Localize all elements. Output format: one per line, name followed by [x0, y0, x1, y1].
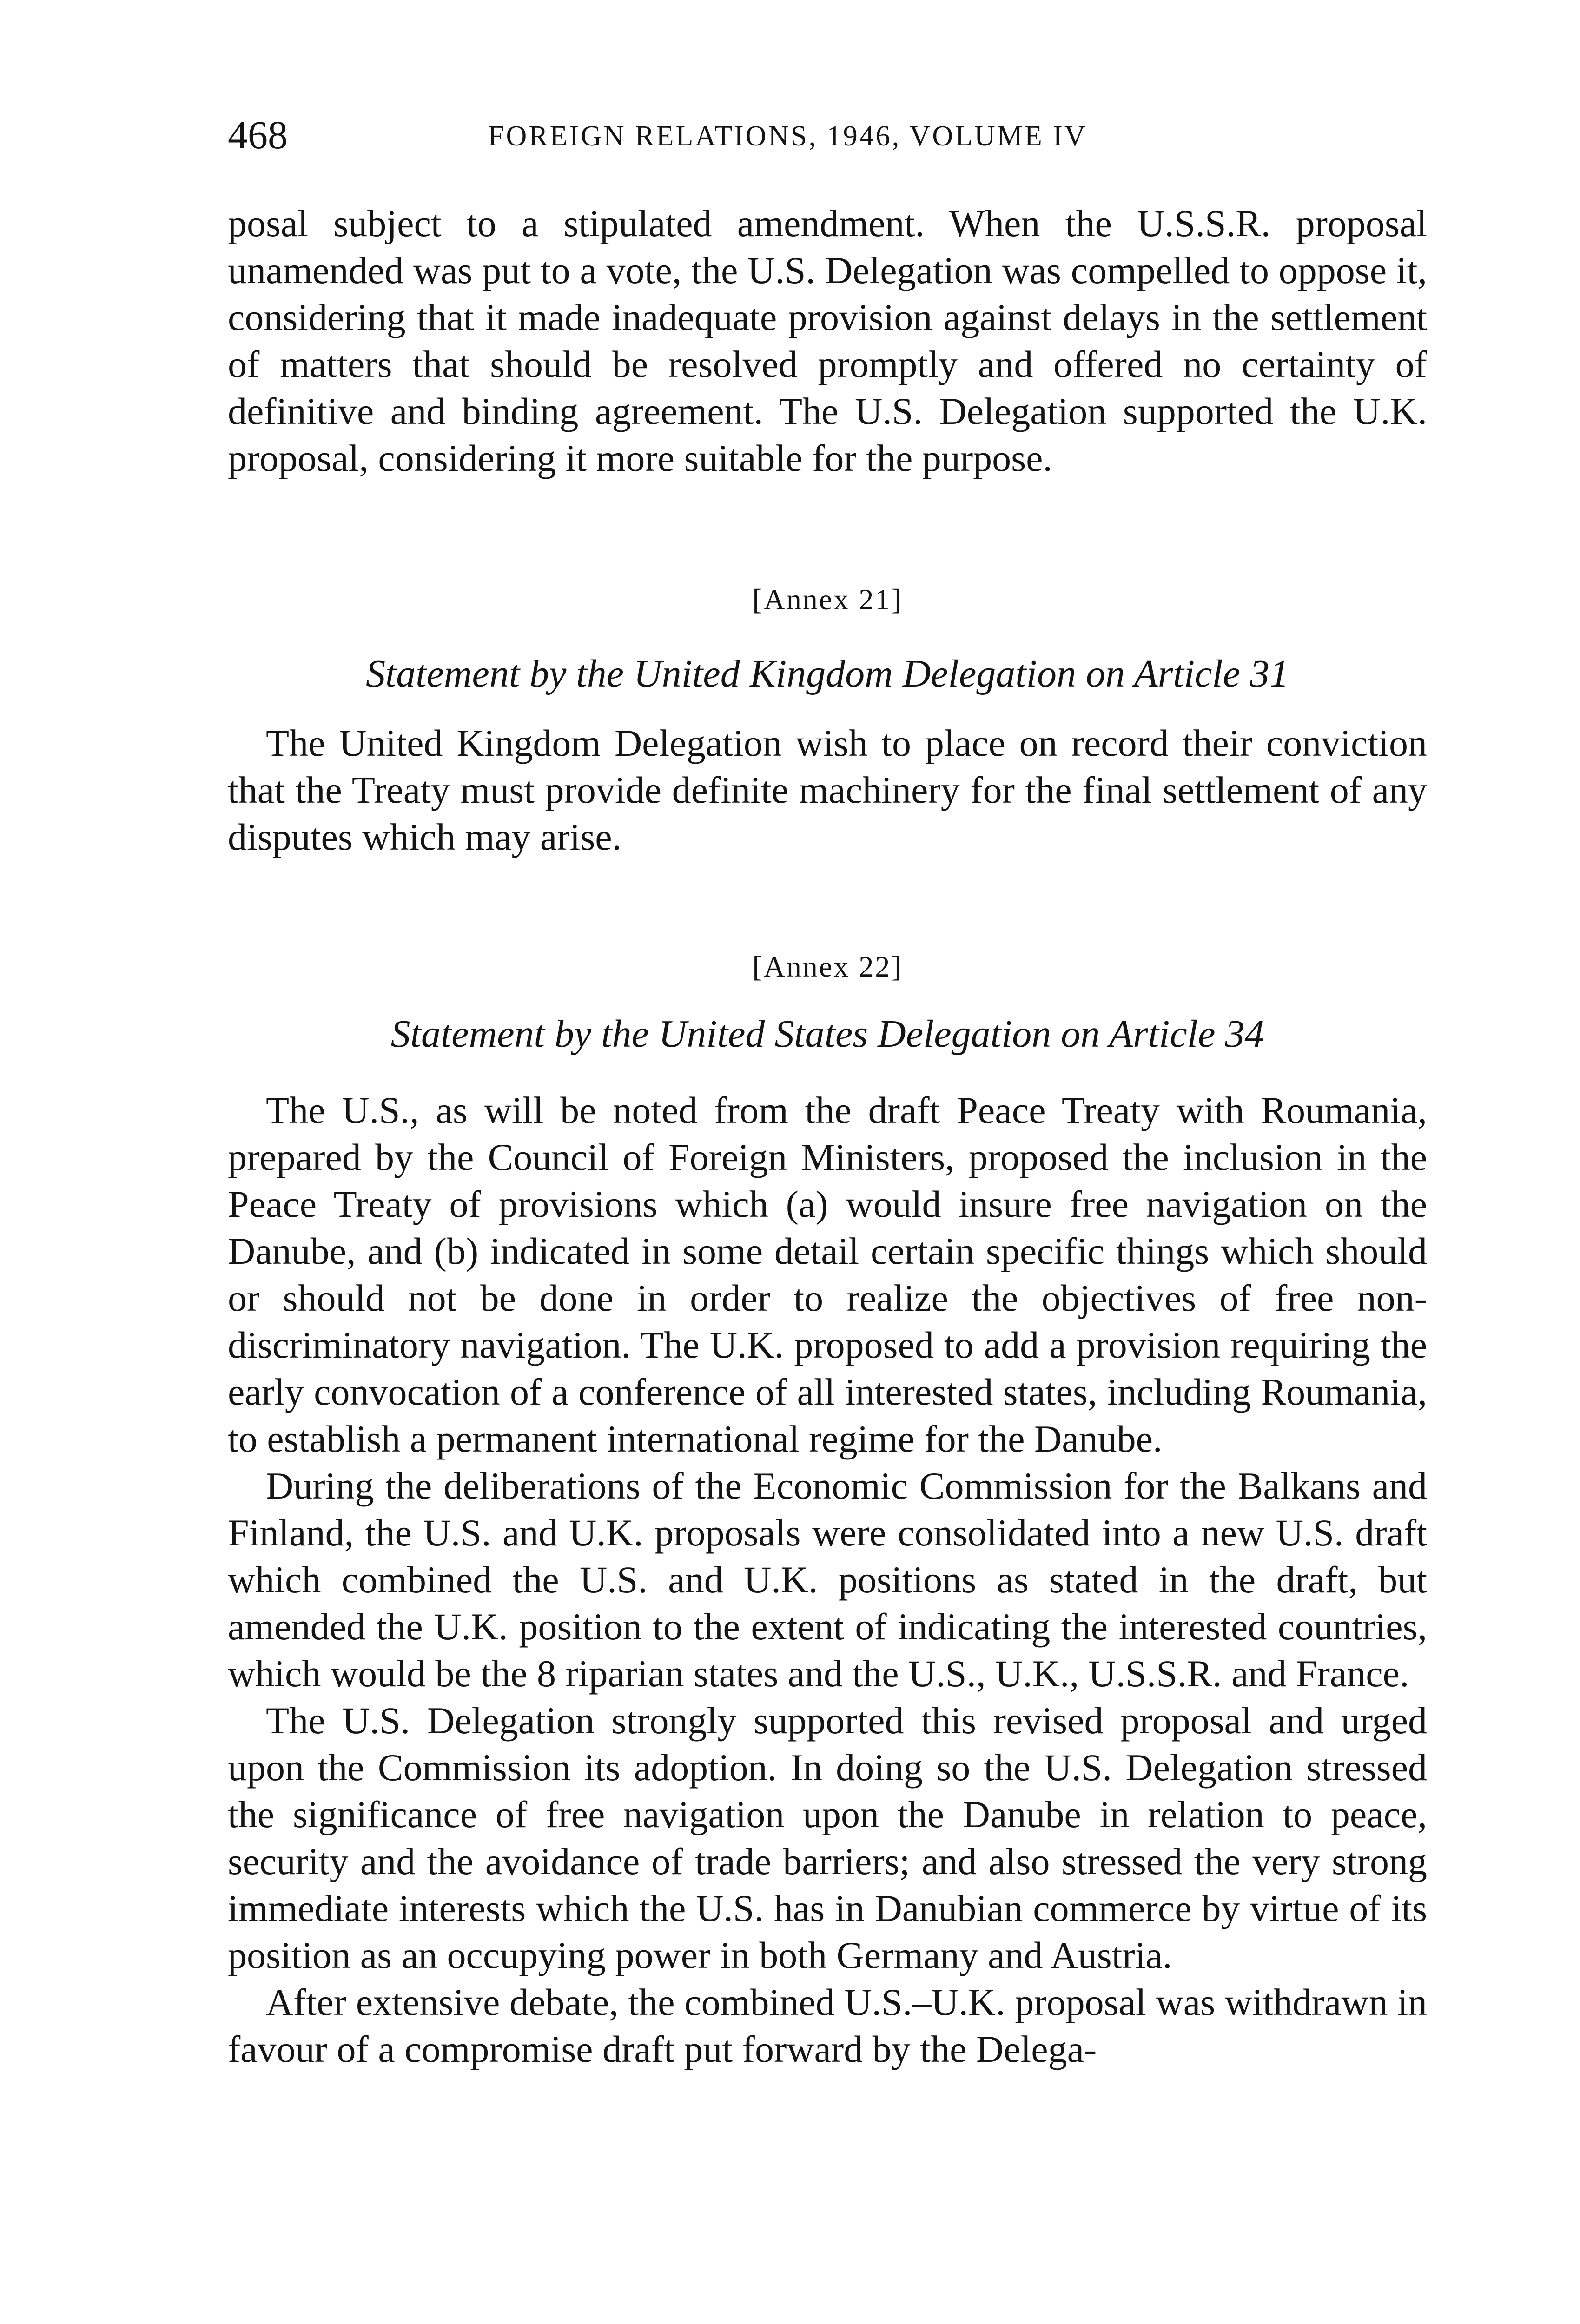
running-title: FOREIGN RELATIONS, 1946, VOLUME IV — [488, 120, 1087, 152]
annex-22-paragraph-2: During the deliberations of the Economic Commission for the Balkans and Finland, the U.S. and U.K. proposals were consolidated into a new U.S. draft which combined the U.S. and U.K. positions as stated in the draft, but amended the U.K. position to the extent of indicating the interested countries, which would be the 8 riparian states and the U.S., U.K., U.S.S.R. and France. — [228, 1465, 1427, 1695]
annex-22-label: [Annex 22] — [752, 950, 903, 983]
annex-21-label: [Annex 21] — [752, 583, 903, 616]
annex-21-paragraph: The United Kingdom Delegation wish to place on record their conviction that the Treaty must provide definite machinery for the final settlement of any disputes which may arise. — [228, 722, 1427, 858]
annex-22-paragraph-3: The U.S. Delegation strongly supported this revised proposal and urged upon the Commission its adoption. In doing so the U.S. Delegation stressed the significance of free navigation upon the Danube in relation to peace, security and the avoidance of trade barriers; and also stressed the very strong immediate interests which the U.S. has in Danubian commerce by virtue of its position as an occupying power in both Germany and Austria. — [228, 1699, 1427, 1976]
page-number: 468 — [228, 112, 288, 157]
annex-22-body — [228, 1087, 1427, 2073]
opening-paragraph: posal subject to a stipulated amendment. When the U.S.S.R. proposal unamended was put to a vote, the U.S. Delegation was compelled to oppose it, considering that it made inadequate provision against delays in the settlement of matters that should be resolved promptly and offered no certainty of definitive and binding agreement. The U.S. Delegation supported the U.K. proposal, considering it more suitable for the purpose. — [228, 202, 1427, 479]
annex-22-paragraph-1: The U.S., as will be noted from the draft Peace Treaty with Roumania, prepared by the Council of Foreign Ministers, proposed the inclusion in the Peace Treaty of provisions which (a) would insure free navigation on the Danube, and (b) indicated in some detail certain specific things which should or should not be done in order to realize the objectives of free non-discriminatory navigation. The U.K. proposed to add a provision requiring the early convocation of a conference of all interested states, including Roumania, to establish a permanent international regime for the Danube. — [228, 1089, 1427, 1460]
running-head — [228, 109, 1353, 160]
opening-section — [228, 200, 1427, 482]
annex-21-heading: Statement by the United Kingdom Delegation on Article 31 — [365, 652, 1289, 695]
annex-21-body — [228, 720, 1427, 860]
annex-22-heading: Statement by the United States Delegation on Article 34 — [390, 1012, 1264, 1056]
annex-22-paragraph-4: After extensive debate, the combined U.S.–U.K. proposal was withdrawn in favour of a compromise draft put forward by the Delega- — [228, 1981, 1427, 2070]
